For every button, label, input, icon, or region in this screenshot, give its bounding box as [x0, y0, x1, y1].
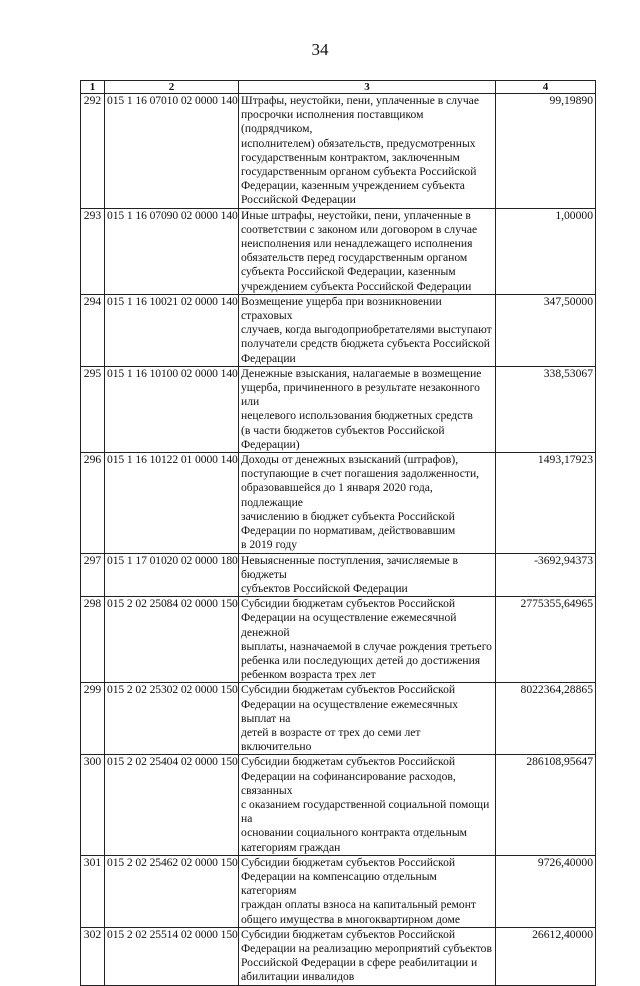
- revenue-description: [239, 755, 496, 855]
- revenue-description: [239, 94, 496, 209]
- table-row: [81, 294, 596, 366]
- column-header-3: 3: [239, 81, 496, 94]
- description-line: Федерации на осуществление ежемесячных выплат на: [241, 697, 459, 725]
- description-line: Федерации на софинансирование расходов, связанных: [241, 769, 456, 797]
- description-line: (в части бюджетов субъектов Российской Федерации): [241, 423, 445, 451]
- description-line: ребенка или последующих детей до достижения: [241, 653, 481, 667]
- revenue-description: [239, 208, 496, 294]
- description-line: основании социального контракта отдельным: [241, 826, 467, 840]
- description-line: категориям граждан: [241, 840, 341, 854]
- description-line: поступающие в счет погашения задолженности,: [241, 467, 480, 481]
- description-line: Возмещение ущерба при возникновении страховых: [241, 294, 442, 323]
- description-line: государственным контрактом, заключенным: [241, 150, 460, 164]
- revenue-description: [239, 683, 496, 755]
- page-number: 34: [311, 40, 329, 59]
- description-line: Российской Федерации в сфере реабилитации и: [241, 956, 478, 970]
- amount: -3692,94373: [496, 553, 596, 597]
- row-number: 300: [81, 755, 105, 855]
- budget-classification-code: 015 2 02 25084 02 0000 150: [105, 597, 239, 683]
- description-line: с оказанием государственной социальной помощи на: [241, 797, 490, 826]
- budget-classification-code: 015 2 02 25462 02 0000 150: [105, 855, 239, 927]
- description-line: Субсидии бюджетам субъектов Российской: [241, 855, 456, 869]
- description-line: Субсидии бюджетам субъектов Российской: [241, 597, 456, 611]
- description-line: просрочки исполнения поставщиком (подрядчиком,: [241, 108, 424, 136]
- amount: 338,53067: [496, 366, 596, 452]
- row-number: 294: [81, 294, 105, 366]
- description-line: Субсидии бюджетам субъектов Российской: [241, 683, 456, 697]
- budget-classification-code: 015 1 16 10100 02 0000 140: [105, 366, 239, 452]
- description-line: в 2019 году: [241, 538, 298, 552]
- row-number: 302: [81, 927, 105, 985]
- description-line: детей в возрасте от трех до семи лет включительно: [241, 725, 421, 754]
- revenue-description: [239, 927, 496, 985]
- budget-classification-code: 015 1 16 10021 02 0000 140: [105, 294, 239, 366]
- description-line: Федерации на компенсацию отдельным категориям: [241, 869, 437, 898]
- table-header-row: [81, 81, 596, 94]
- description-line: неисполнения или ненадлежащего исполнения: [241, 237, 473, 251]
- description-line: государственным органом субъекта Российской: [241, 165, 477, 179]
- description-line: Доходы от денежных взысканий (штрафов),: [241, 453, 459, 467]
- amount: 286108,95647: [496, 755, 596, 855]
- amount: 9726,40000: [496, 855, 596, 927]
- budget-classification-code: 015 2 02 25404 02 0000 150: [105, 755, 239, 855]
- revenue-description: [239, 453, 496, 553]
- description-line: получатели средств бюджета субъекта Российской: [241, 337, 491, 351]
- row-number: 299: [81, 683, 105, 755]
- table-row: [81, 553, 596, 597]
- row-number: 295: [81, 366, 105, 452]
- column-header-2: 2: [105, 81, 239, 94]
- description-line: Федерации, казенным учреждением субъекта: [241, 179, 465, 193]
- description-line: Штрафы, неустойки, пени, уплаченные в случае: [241, 94, 479, 107]
- budget-classification-code: 015 2 02 25514 02 0000 150: [105, 927, 239, 985]
- revenue-description: [239, 294, 496, 366]
- amount: 1,00000: [496, 208, 596, 294]
- revenue-description: [239, 855, 496, 927]
- description-line: выплаты, назначаемой в случае рождения третьего: [241, 639, 492, 653]
- description-line: Денежные взыскания, налагаемые в возмещение: [241, 366, 482, 380]
- amount: 347,50000: [496, 294, 596, 366]
- description-line: абилитации инвалидов: [241, 970, 355, 984]
- table-row: [81, 927, 596, 985]
- amount: 99,19890: [496, 94, 596, 209]
- description-line: исполнителем) обязательств, предусмотренных: [241, 136, 476, 150]
- description-line: Федерации по нормативам, действовавшим: [241, 524, 456, 538]
- column-header-4: 4: [496, 81, 596, 94]
- description-line: общего имущества в многоквартирном доме: [241, 912, 460, 926]
- revenue-description: [239, 553, 496, 597]
- table-row: [81, 597, 596, 683]
- description-line: соответствии с законом или договором в случае: [241, 222, 478, 236]
- row-number: 301: [81, 855, 105, 927]
- description-line: случаев, когда выгодоприобретателями выступают: [241, 323, 492, 337]
- revenue-description: [239, 597, 496, 683]
- budget-classification-code: 015 1 17 01020 02 0000 180: [105, 553, 239, 597]
- row-number: 298: [81, 597, 105, 683]
- description-line: нецелевого использования бюджетных средств: [241, 409, 473, 423]
- amount: 2775355,64965: [496, 597, 596, 683]
- table-row: [81, 683, 596, 755]
- description-line: Невыясненные поступления, зачисляемые в бюджеты: [241, 553, 459, 581]
- amount: 26612,40000: [496, 927, 596, 985]
- description-line: субъекта Российской Федерации, казенным: [241, 265, 456, 279]
- table-row: [81, 94, 596, 209]
- row-number: 296: [81, 453, 105, 553]
- description-line: образовавшейся до 1 января 2020 года, подлежащие: [241, 481, 433, 509]
- budget-classification-code: 015 1 16 10122 01 0000 140: [105, 453, 239, 553]
- description-line: Субсидии бюджетам субъектов Российской: [241, 755, 456, 769]
- description-line: ребенком возраста трех лет: [241, 668, 376, 682]
- row-number: 293: [81, 208, 105, 294]
- column-header-1: 1: [81, 81, 105, 94]
- row-number: 292: [81, 94, 105, 209]
- table-row: [81, 755, 596, 855]
- description-line: обязательств перед государственным органом: [241, 251, 468, 265]
- description-line: ущерба, причиненного в результате незаконного или: [241, 381, 480, 409]
- description-line: Субсидии бюджетам субъектов Российской: [241, 927, 456, 941]
- budget-revenue-table: [80, 80, 596, 986]
- table-row: [81, 208, 596, 294]
- table-body: [81, 94, 596, 986]
- table-row: [81, 855, 596, 927]
- description-line: Федерации: [241, 351, 296, 365]
- table-row: [81, 366, 596, 452]
- description-line: субъектов Российской Федерации: [241, 581, 408, 595]
- description-line: Российской Федерации: [241, 193, 356, 207]
- description-line: Иные штрафы, неустойки, пени, уплаченные в: [241, 208, 471, 222]
- budget-classification-code: 015 2 02 25302 02 0000 150: [105, 683, 239, 755]
- budget-classification-code: 015 1 16 07010 02 0000 140: [105, 94, 239, 209]
- description-line: граждан оплаты взноса на капитальный ремонт: [241, 898, 476, 912]
- description-line: Федерации на осуществление ежемесячной денежной: [241, 611, 457, 639]
- revenue-description: [239, 366, 496, 452]
- description-line: учреждением субъекта Российской Федерации: [241, 279, 472, 293]
- table-row: [81, 453, 596, 553]
- description-line: Федерации на реализацию мероприятий субъектов: [241, 941, 492, 955]
- description-line: зачислению в бюджет субъекта Российской: [241, 509, 455, 523]
- amount: 8022364,28865: [496, 683, 596, 755]
- row-number: 297: [81, 553, 105, 597]
- budget-classification-code: 015 1 16 07090 02 0000 140: [105, 208, 239, 294]
- amount: 1493,17923: [496, 453, 596, 553]
